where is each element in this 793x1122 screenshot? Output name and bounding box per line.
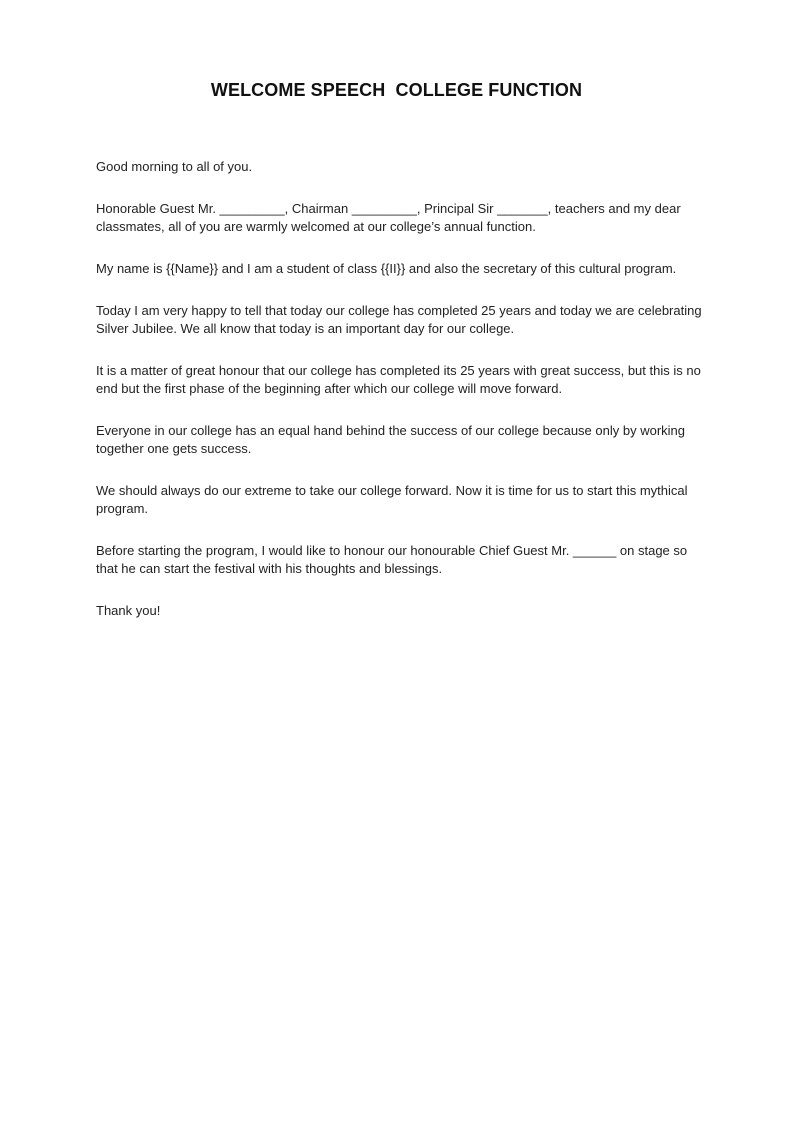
paragraph-silver-jubilee: Today I am very happy to tell that today our college has completed 25 years and today we are celebrating Silver Jubilee. We all know that today is an important day for our college.	[96, 303, 702, 336]
paragraph-introduction: My name is {{Name}} and I am a student of class {{II}} and also the secretary of this cultural program.	[96, 261, 677, 276]
paragraph-greeting: Good morning to all of you.	[96, 159, 253, 174]
document-title: WELCOME SPEECH COLLEGE FUNCTION	[210, 80, 583, 100]
speech-body	[96, 158, 702, 644]
paragraph-honorable-guests: Honorable Guest Mr. _________, Chairman _________, Principal Sir _______, teachers and my dear classmates, all of you are warmly welcomed at our college’s annual function.	[96, 201, 681, 234]
paragraph-honour: It is a matter of great honour that our college has completed its 25 years with great success, but this is no end but the first phase of the beginning after which our college will move forward.	[96, 363, 701, 396]
paragraph-program-start: We should always do our extreme to take our college forward. Now it is time for us to start this mythical program.	[96, 483, 688, 516]
paragraph-thank-you: Thank you!	[96, 603, 161, 618]
paragraph-teamwork: Everyone in our college has an equal hand behind the success of our college because only by working together one gets success.	[96, 423, 685, 456]
paragraph-chief-guest: Before starting the program, I would like to honour our honourable Chief Guest Mr. ______ on stage so that he can start the festival with his thoughts and blessings.	[96, 543, 688, 576]
